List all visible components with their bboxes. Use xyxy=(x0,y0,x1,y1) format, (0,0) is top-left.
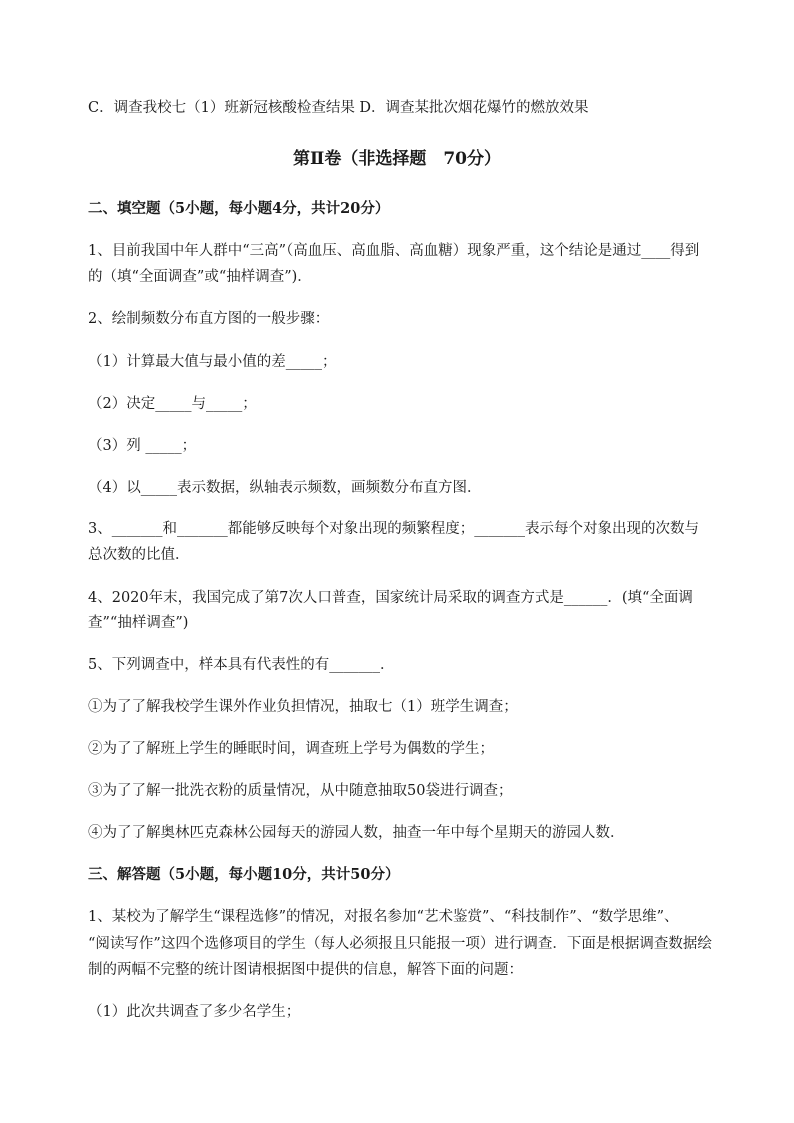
sub-question-1: （1）此次共调查了多少名学生； xyxy=(88,1004,301,1020)
option-3: ③为了了解一批洗衣粉的质量情况，从中随意抽取50袋进行调查； xyxy=(88,783,513,799)
question-line: 4、2020年末，我国完成了第7次人口普查，国家统计局采取的调查方式是______．(填“全面调 xyxy=(88,590,693,606)
question-line: 1、目前我国中年人群中“三高”（高血压、高血脂、高血糖）现象严重，这个结论是通过____得到 xyxy=(88,243,700,259)
question-line: 制的两幅不完整的统计图请根据图中提供的信息，解答下面的问题： xyxy=(88,962,523,978)
question-line: 的（填“全面调查”或“抽样调查”)． xyxy=(88,269,312,285)
section-3-heading: 三、解答题（5小题，每小题10分，共计50分） xyxy=(88,866,400,883)
question-line: 总次数的比值． xyxy=(88,547,190,563)
step-2: （2）决定_____与_____； xyxy=(88,396,257,412)
section-2-heading: 二、填空题（5小题，每小题4分，共计20分） xyxy=(88,200,390,217)
option-4: ④为了了解奥林匹克森林公园每天的游园人数，抽查一年中每个星期天的游园人数． xyxy=(88,825,625,841)
question-line: 2、绘制频数分布直方图的一般步骤： xyxy=(88,311,330,327)
multiple-choice-options-c-d: C．调查我校七（1）班新冠核酸检查结果 D．调查某批次烟花爆竹的燃放效果 xyxy=(88,100,589,116)
step-1: （1）计算最大值与最小值的差_____； xyxy=(88,354,337,370)
step-3: （3）列 _____； xyxy=(88,438,197,454)
question-line: “阅读写作”这四个选修项目的学生（每人必须报且只能报一项）进行调查．下面是根据调查数据绘 xyxy=(88,936,712,952)
option-2: ②为了了解班上学生的睡眠时间，调查班上学号为偶数的学生； xyxy=(88,741,494,757)
option-1: ①为了了解我校学生课外作业负担情况，抽取七（1）班学生调查； xyxy=(88,699,518,715)
question-line: 1、某校为了解学生“课程选修”的情况，对报名参加“艺术鉴赏”、“科技制作”、“数学思维”、 xyxy=(88,909,679,925)
part-2-title: 第Ⅱ卷（非选择题 70分） xyxy=(293,149,501,169)
question-line: 查”“抽样调查”) xyxy=(88,615,189,631)
question-line: 3、_______和_______都能够反映每个对象出现的频繁程度；_______表示每个对象出现的次数与 xyxy=(88,521,699,537)
question-line: 5、下列调查中，样本具有代表性的有_______． xyxy=(88,657,395,673)
step-4: （4）以_____表示数据，纵轴表示频数，画频数分布直方图． xyxy=(88,480,482,496)
